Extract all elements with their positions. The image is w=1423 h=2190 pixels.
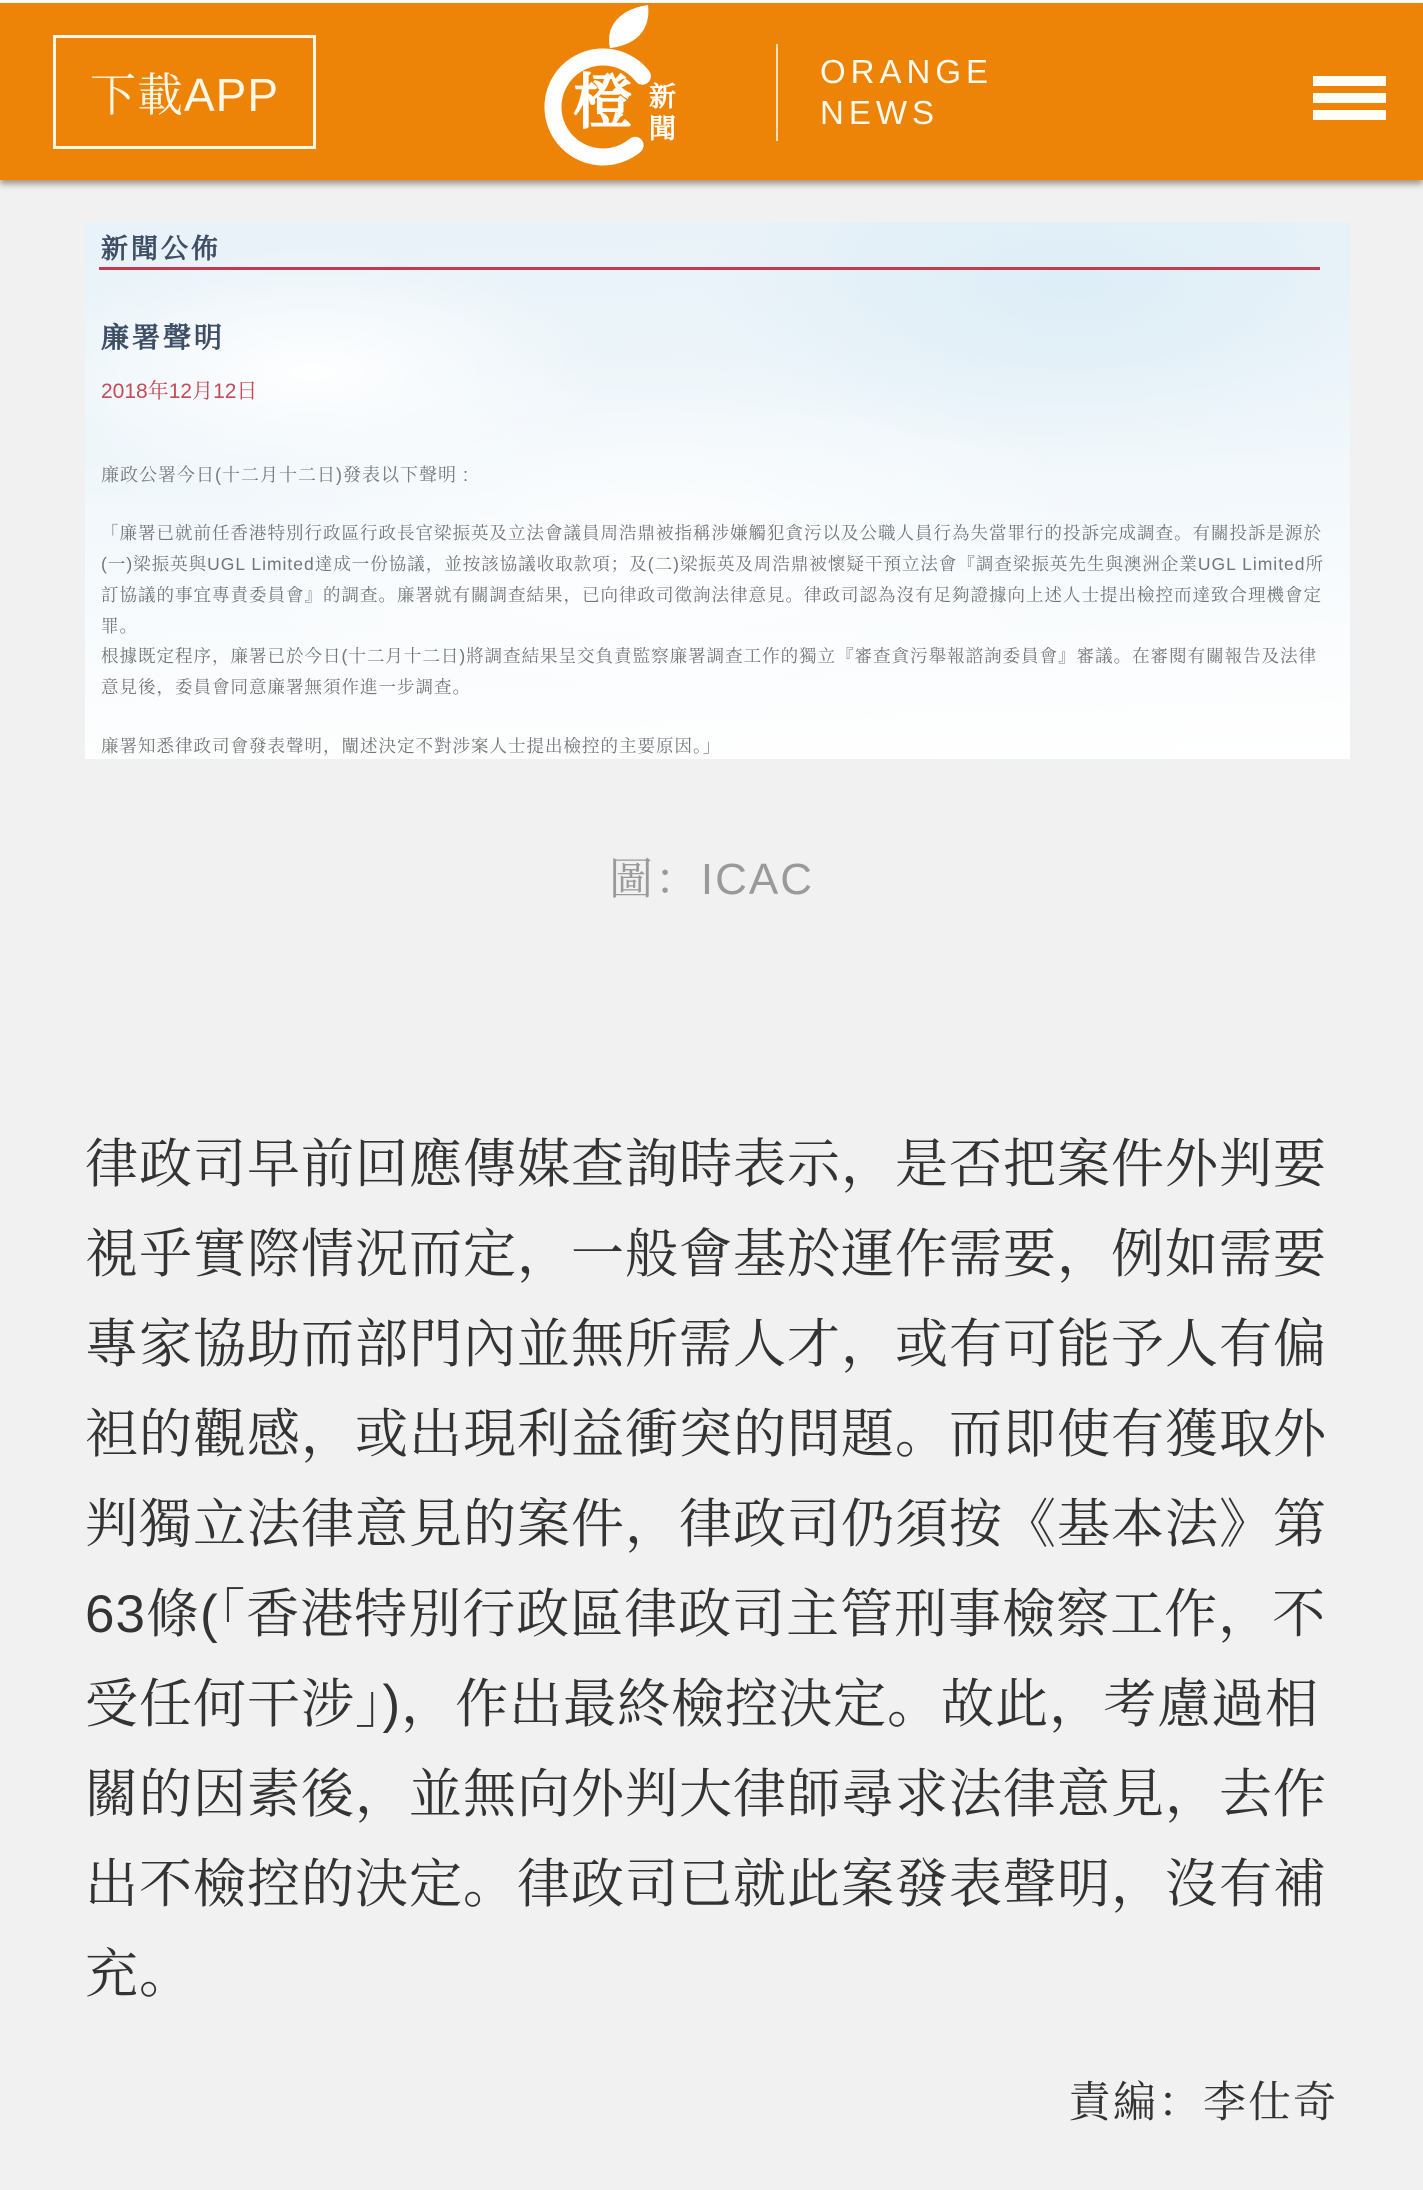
hamburger-menu-icon[interactable]	[1313, 76, 1386, 120]
brand-wordmark	[820, 51, 993, 133]
press-paragraph: 根據既定程序，廉署已於今日(十二月十二日)將調查結果呈交負責監察廉署調查工作的獨立『審查貪污舉報諮詢委員會』審議。在審閱有關報告及法律意見後，委員會同意廉署無須作進一步調查。	[101, 646, 1318, 697]
press-release-image	[85, 222, 1350, 759]
press-paragraph: 「廉署已就前任香港特別行政區行政長官梁振英及立法會議員周浩鼎被指稱涉嫌觸犯貪污以及公職人員行為失當罪行的投訴完成調查。有關投訴是源於(一)梁振英與UGL Limited達成一份協議，並按該協議收取款項；及(二)梁振英及周浩鼎被懷疑干預立法會『調查梁振英先生與澳洲企業UGL Limited所訂協議的事宜專責委員會』的調查。廉署就有關調查結果，已向律政司徵詢法律意見。律政司認為沒有足夠證據向上述人士提出檢控而達致合理機會定罪。	[101, 523, 1325, 636]
article-body	[0, 222, 1423, 2190]
brand-divider	[776, 44, 778, 141]
press-red-rule	[99, 267, 1320, 270]
editor-credit: 責編：李仕奇	[1068, 2079, 1338, 2127]
press-title: 廉署聲明	[101, 322, 226, 353]
hamburger-bar	[1313, 110, 1386, 120]
brand-en-line2: NEWS	[820, 94, 939, 131]
brand-en-line1: ORANGE	[820, 53, 994, 90]
app-header	[0, 3, 1423, 180]
press-intro: 廉政公署今日(十二月十二日)發表以下聲明 :	[101, 465, 469, 485]
article-text: 律政司早前回應傳媒查詢時表示，是否把案件外判要視乎實際情況而定，一般會基於運作需要，例如需要專家協助而部門內並無所需人才，或有可能予人有偏袒的觀感，或出現利益衝突的問題。而即使有獲取外判獨立法律意見的案件，律政司仍須按《基本法》第63條(「香港特別行政區律政司主管刑事檢察工作，不受任何干涉」)，作出最終檢控決定。故此，考慮過相關的因素後，並無向外判大律師尋求法律意見，去作出不檢控的決定。律政司已就此案發表聲明，沒有補充。	[85, 1135, 1327, 2004]
logo-cn-main-label: 橙	[573, 69, 633, 136]
press-paragraph: 廉署知悉律政司會發表聲明，闡述決定不對涉案人士提出檢控的主要原因。」	[101, 736, 722, 756]
logo-cn-sub-label: 新聞	[645, 82, 675, 146]
press-date: 2018年12月12日	[101, 380, 258, 403]
image-caption: 圖：ICAC	[608, 855, 815, 904]
hamburger-bar	[1313, 93, 1386, 103]
orange-news-logo-icon	[548, 6, 688, 178]
press-section-title: 新聞公佈	[101, 234, 221, 264]
download-app-button[interactable]: 下載APP	[53, 35, 316, 149]
logo-leaf-icon	[609, 5, 648, 48]
hamburger-bar	[1313, 76, 1386, 86]
orange-news-brand[interactable]	[548, 6, 993, 178]
